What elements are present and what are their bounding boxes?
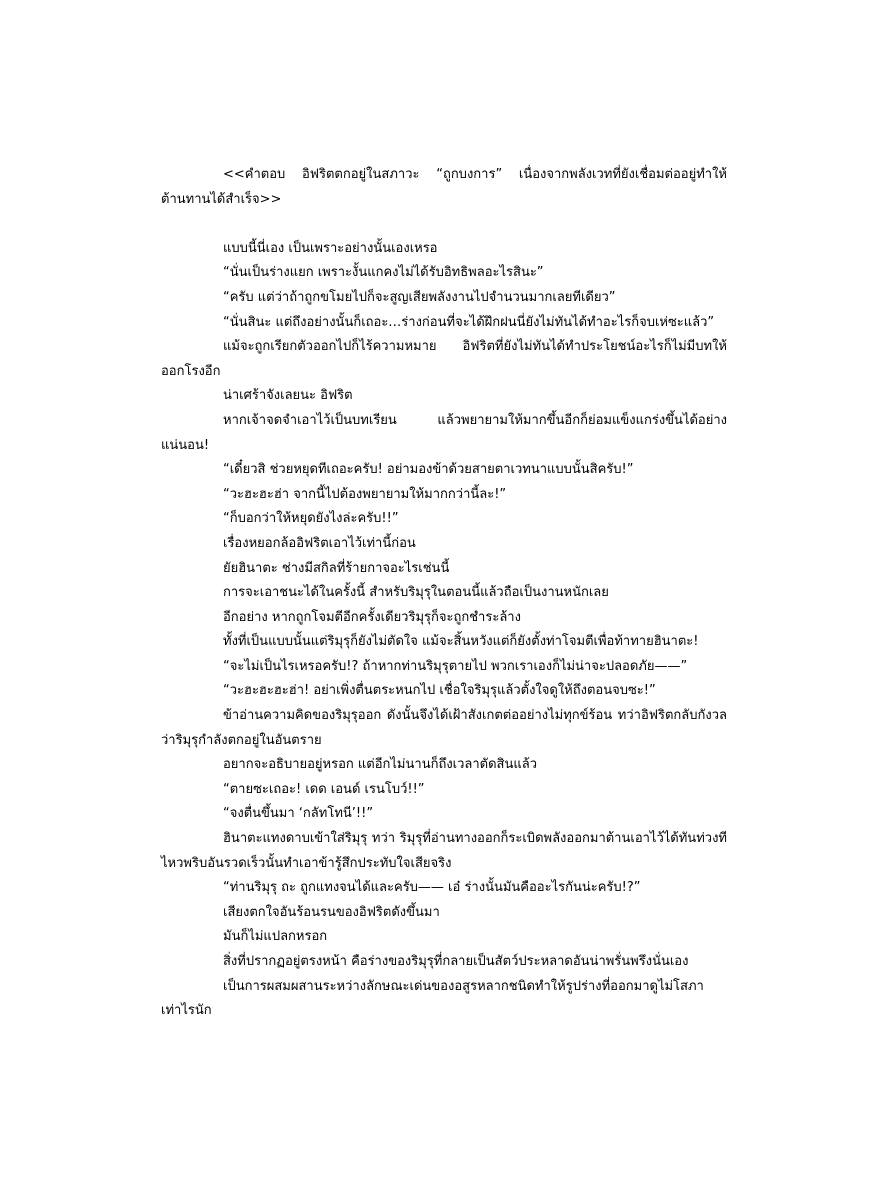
paragraph: “ก็บอกว่าให้หยุดยังไงล่ะครับ!!”: [223, 511, 399, 527]
paragraph: “นั่นเป็นร่างแยก เพราะงั้นแกคงไม่ได้รับอิทธิพลอะไรสินะ”: [223, 265, 544, 281]
paragraph: “ครับ แต่ว่าถ้าถูกขโมยไปก็จะสูญเสียพลังงานไปจำนวนมากเลยทีเดียว”: [223, 289, 616, 305]
paragraph: การจะเอาชนะได้ในครั้งนี้ สำหรับริมุรุในตอนนี้แล้วถือเป็นงานหนักเลย: [223, 585, 609, 601]
paragraph: แบบนี้นี่เอง เป็นเพราะอย่างนั้นเองเหรอ: [223, 240, 438, 256]
paragraph: “วะฮะฮะฮ่า จากนี้ไปต้องพยายามให้มากกว่านี้ละ!”: [223, 486, 507, 502]
paragraph: ทั้งที่เป็นแบบนั้นแต่ริมุรุก็ยังไม่ตัดใจ แม้จะสิ้นหวังแต่ก็ยังตั้งท่าโจมตีเพื่อท้าทายฮินาตะ!: [223, 634, 699, 650]
paragraph: แม้จะถูกเรียกตัวออกไปก็ไร้ความหมาย อิฟริตที่ยังไม่ทันได้ทำประโยชน์อะไรก็ไม่มีบทให้ออกโรงอีก: [161, 339, 727, 379]
paragraph: “วะฮะฮะฮะฮ่า! อย่าเพิ่งตื่นตระหนกไป เชื่อใจริมุรุแล้วตั้งใจดูให้ถึงตอนจบซะ!”: [223, 683, 656, 699]
paragraph: “เดี๋ยวสิ ช่วยหยุดทีเถอะครับ! อย่ามองข้าด้วยสายตาเวทนาแบบนั้นสิครับ!”: [223, 462, 634, 478]
paragraph: อยากจะอธิบายอยู่หรอก แต่อีกไม่นานก็ถึงเวลาตัดสินแล้ว: [223, 757, 538, 773]
paragraph: ฮินาตะแทงดาบเข้าใส่ริมุรุ ทว่า ริมุรุที่อ่านทางออกก็ระเบิดพลังออกมาต้านเอาไว้ได้ทันท่วงที ไหวพริบอันรวดเร็วนั้นทำเอาข้ารู้สึกประทับใจเสียจริง: [161, 831, 727, 871]
paragraph: ข้าอ่านความคิดของริมุรุออก ดังนั้นจึงได้เฝ้าสังเกตต่ออย่างไม่ทุกข์ร้อน ทว่าอิฟริตกลับกังวลว่าริมุรุกำลังตกอยู่ในอันตราย: [161, 708, 727, 748]
paragraph: อีกอย่าง หากถูกโจมตีอีกครั้งเดียวริมุรุก็จะถูกชำระล้าง: [223, 609, 521, 625]
paragraph: น่าเศร้าจังเลยนะ อิฟริต: [223, 388, 353, 404]
paragraph: เสียงตกใจอันร้อนรนของอิฟริตดังขึ้นมา: [223, 904, 440, 920]
paragraph: “ตายซะเถอะ! เดด เอนด์ เรนโบว์!!”: [223, 781, 425, 797]
paragraph: เป็นการผสมผสานระหว่างลักษณะเด่นของอสูรหลากชนิดทำให้รูปร่างที่ออกมาดูไม่โสภาเท่าไรนัก: [161, 978, 704, 1019]
paragraph: มันก็ไม่แปลกหรอก: [223, 929, 328, 945]
paragraph: เรื่องหยอกล้ออิฟริตเอาไว้เท่านี้ก่อน: [223, 535, 416, 551]
paragraph: สิ่งที่ปรากฏอยู่ตรงหน้า คือร่างของริมุรุที่กลายเป็นสัตว์ประหลาดอันน่าพรั่นพรึงนั่นเอง: [223, 954, 689, 969]
paragraph: “ท่านริมุรุ ถะ ถูกแทงจนได้และครับ—— เอ๋ ร่างนั้นมันคืออะไรกันน่ะครับ!?”: [223, 880, 641, 896]
paragraph: ยัยฮินาตะ ช่างมีสกิลที่ร้ายกาจอะไรเช่นนี้: [223, 560, 450, 576]
story-body: [161, 163, 727, 1024]
paragraph: “นั่นสินะ แต่ถึงอย่างนั้นก็เถอะ…ร่างก่อนที่จะได้ฝึกฝนนี่ยังไม่ทันได้ทำอะไรก็จบเห่ซะแล้ว”: [223, 314, 715, 330]
paragraph: “จะไม่เป็นไรเหรอครับ!? ถ้าหากท่านริมุรุตายไป พวกเราเองก็ไม่น่าจะปลอดภัย——”: [223, 658, 688, 674]
paragraph: <<คำตอบ อิฟริตตกอยู่ในสภาวะ “ถูกบงการ” เนื่องจากพลังเวทที่ยังเชื่อมต่ออยู่ทำให้ต้านทานได้สำเร็จ>>: [161, 167, 727, 207]
paragraph: “จงตื่นขึ้นมา ‘กลัทโทนี’!!”: [223, 806, 374, 822]
paragraph: หากเจ้าจดจำเอาไว้เป็นบทเรียน แล้วพยายามให้มากขึ้นอีกก็ย่อมแข็งแกร่งขึ้นได้อย่างแน่นอน!: [161, 412, 727, 453]
